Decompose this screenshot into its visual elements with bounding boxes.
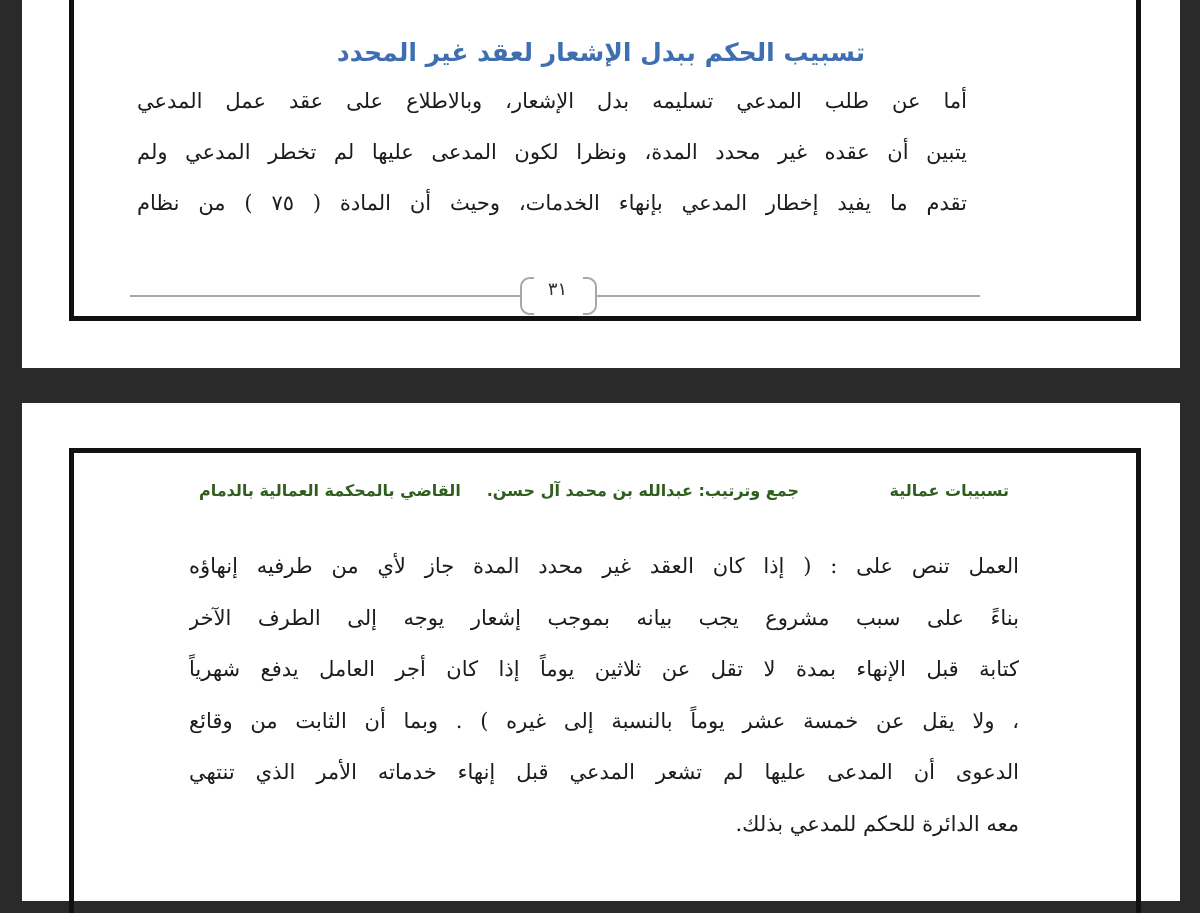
page-number-footer: [130, 275, 980, 315]
footer-rule-right: [595, 295, 980, 297]
footer-rule-left: [130, 295, 520, 297]
text-line: تقدم ما يفيد إخطار المدعي بإنهاء الخدمات، وحيث أن المادة ( ٧٥ ) من نظام: [137, 191, 967, 215]
running-header: [199, 481, 1009, 511]
text-line: بناءً على سبب مشروع يجب بيانه بموجب إشعار يوجه إلى الطرف الآخر: [189, 605, 1019, 630]
header-position: القاضي بالمحكمة العمالية بالدمام: [199, 481, 461, 500]
bottom-page-frame: [69, 448, 1141, 913]
text-line: ، ولا يقل عن خمسة عشر يوماً بالنسبة إلى غيره ) . وبما أن الثابت من وقائع: [189, 708, 1019, 733]
header-compiler: جمع وترتيب: عبدالله بن محمد آل حسن.: [486, 481, 799, 500]
top-paragraph: [137, 76, 967, 229]
text-line: الدعوى أن المدعى عليها لم تشعر المدعي قبل إنهاء خدماته الأمر الذي تنتهي: [189, 760, 1019, 784]
text-line: معه الدائرة للحكم للمدعي بذلك.: [735, 811, 1019, 836]
page-number: ٣١: [547, 279, 568, 300]
text-line: يتبين أن عقده غير محدد المدة، ونظرا لكون المدعى عليها لم تخطر المدعي ولم: [137, 140, 967, 164]
text-line: كتابة قبل الإنهاء بمدة لا تقل عن ثلاثين يوماً إذا كان أجر العامل يدفع شهرياً: [189, 657, 1019, 681]
bottom-page: [22, 403, 1180, 901]
bottom-paragraph: [189, 541, 1019, 850]
text-line: العمل تنص على : ( إذا كان العقد غير محدد المدة جاز لأي من طرفيه إنهاؤه: [189, 554, 1019, 578]
top-page: [22, 0, 1180, 368]
text-line: أما عن طلب المدعي تسليمه بدل الإشعار، وبالاطلاع على عقد عمل المدعي: [137, 89, 967, 113]
header-book-title: تسبيبات عمالية: [889, 481, 1009, 500]
section-title: تسبيب الحكم ببدل الإشعار لعقد غير المحدد: [336, 38, 866, 67]
